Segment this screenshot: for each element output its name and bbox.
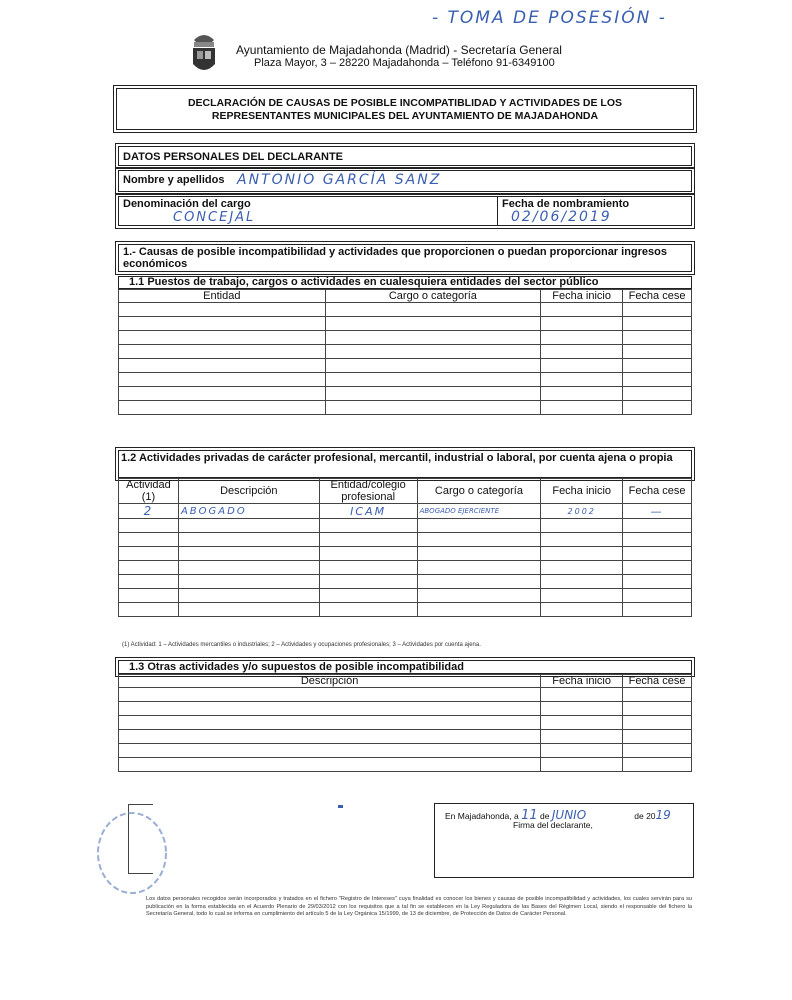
- col-fecha-inicio: Fecha inicio: [541, 675, 623, 688]
- signature-de2: de 20: [634, 811, 656, 821]
- footnote: (1) Actividad: 1 – Actividades mercantiles o industriales; 2 – Actividades y ocupaciones profesionales; 3 – Actividades por cuenta ajena.: [122, 642, 481, 648]
- title-box: [116, 88, 694, 130]
- signature-de1: de: [540, 811, 550, 821]
- section1-sub-heading: 1.1 Puestos de trabajo, cargos o actividades en cualesquiera entidades del sector público: [129, 276, 599, 288]
- table-row: [119, 533, 692, 547]
- header-line-2: Plaza Mayor, 3 – 28220 Majadahonda – Teléfono 91-6349100: [254, 57, 555, 69]
- section1-sub-box: [118, 276, 692, 289]
- cell-fecha-cese: —: [623, 504, 692, 519]
- table-1-3: [118, 674, 692, 772]
- col-descripcion: Descripción: [119, 675, 541, 688]
- table-row: [119, 702, 692, 716]
- handwritten-note: - TOMA DE POSESIÓN -: [432, 8, 667, 28]
- cargo-label: Denominación del cargo: [123, 198, 251, 210]
- fecha-nombramiento-label: Fecha de nombramiento: [502, 198, 630, 210]
- signature-year: 19: [655, 808, 671, 822]
- table-row: [119, 317, 692, 331]
- col-cargo: Cargo o categoría: [325, 290, 541, 303]
- title-line-1: DECLARACIÓN DE CAUSAS DE POSIBLE INCOMPATIBLIDAD Y ACTIVIDADES DE LOS: [187, 97, 623, 109]
- stamp-icon: [92, 808, 172, 898]
- col-fecha-inicio: Fecha inicio: [541, 290, 623, 303]
- table-row: [119, 345, 692, 359]
- coat-of-arms-icon: [188, 30, 220, 78]
- section3-heading-box: [118, 660, 692, 674]
- table-1-2: [118, 478, 692, 617]
- table-row: [119, 716, 692, 730]
- col-fecha-cese: Fecha cese: [623, 290, 692, 303]
- section1-heading-box: [118, 244, 692, 272]
- col-actividad: Actividad (1): [119, 479, 179, 504]
- table-row: [119, 744, 692, 758]
- signature-place: En Majadahonda, a: [445, 811, 519, 821]
- table-row: [119, 303, 692, 317]
- personal-heading-box: [118, 146, 692, 166]
- signature-month: JUNIO: [551, 808, 587, 822]
- name-label: Nombre y apellidos: [123, 174, 225, 186]
- cargo-value: CONCEJAL: [173, 210, 256, 225]
- cell-entidad: ICAM: [319, 504, 417, 519]
- personal-heading: DATOS PERSONALES DEL DECLARANTE: [123, 151, 344, 163]
- table-row: [119, 575, 692, 589]
- table-row: [119, 519, 692, 533]
- table-row: [119, 387, 692, 401]
- col-fecha-cese: Fecha cese: [623, 675, 692, 688]
- table-1-1: [118, 289, 692, 415]
- cargo-box: [118, 196, 692, 226]
- table-row: [119, 603, 692, 617]
- table-row: [119, 758, 692, 772]
- table-row: [119, 401, 692, 415]
- table-row: [119, 331, 692, 345]
- blue-mark: [338, 805, 343, 808]
- table-row: [119, 688, 692, 702]
- signature-firma: Firma del declarante,: [513, 820, 593, 830]
- table-row: [119, 373, 692, 387]
- col-cargo: Cargo o categoría: [417, 479, 541, 504]
- col-entidad: Entidad: [119, 290, 326, 303]
- col-fecha-inicio: Fecha inicio: [541, 479, 623, 504]
- table-row: [119, 730, 692, 744]
- col-entidad-colegio: Entidad/colegio profesional: [319, 479, 417, 504]
- name-value: ANTONIO GARCÍA SANZ: [237, 172, 442, 188]
- section2-heading-box: [118, 450, 692, 478]
- col-descripcion: Descripción: [178, 479, 319, 504]
- legal-notice: Los datos personales recogidos serán incorporados y tratados en el fichero "Registro de Intereses" cuya finalidad es conocer los bienes y causas de posible incompatibilidad y actividades, los cuales servirán para su publicación en la forma establecida en el Acuerdo Plenario de 29/03/2012 con los requisitos que a tal fin se establecen en la Ley Reguladora de las Bases del Régimen Local, siendo el responsable del fichero la Secretaría General, todo lo cual se informa en cumplimiento del artículo 5 de la Ley Orgánica 15/1999, de 13 de diciembre, de Protección de Datos de Carácter Personal.: [146, 896, 692, 917]
- table-row: [119, 561, 692, 575]
- table-row: [119, 547, 692, 561]
- section1-heading: 1.- Causas de posible incompatibilidad y actividades que proporcionen o puedan proporcionar ingresos económicos: [123, 246, 667, 270]
- section3-heading: 1.3 Otras actividades y/o supuestos de posible incompatibilidad: [129, 661, 464, 673]
- section2-heading: 1.2 Actividades privadas de carácter profesional, mercantil, industrial o laboral, por cuenta ajena o propia: [121, 452, 673, 464]
- header-line-1: Ayuntamiento de Majadahonda (Madrid) - Secretaría General: [236, 43, 562, 57]
- table-row: [119, 504, 692, 519]
- table-row: [119, 589, 692, 603]
- cell-actividad: 2: [119, 504, 179, 519]
- signature-day: 11: [521, 808, 538, 823]
- col-fecha-cese: Fecha cese: [623, 479, 692, 504]
- table-row: [119, 359, 692, 373]
- cell-fecha-inicio: 2002: [541, 504, 623, 519]
- cell-cargo: ABOGADO EJERCIENTE: [417, 504, 541, 519]
- title-line-2: REPRESENTANTES MUNICIPALES DEL AYUNTAMIENTO DE MAJADAHONDA: [211, 110, 599, 122]
- signature-box: [434, 803, 694, 878]
- cell-descripcion: ABOGADO: [178, 504, 319, 519]
- fecha-nombramiento-value: 02/06/2019: [511, 209, 612, 225]
- name-box: [118, 170, 692, 192]
